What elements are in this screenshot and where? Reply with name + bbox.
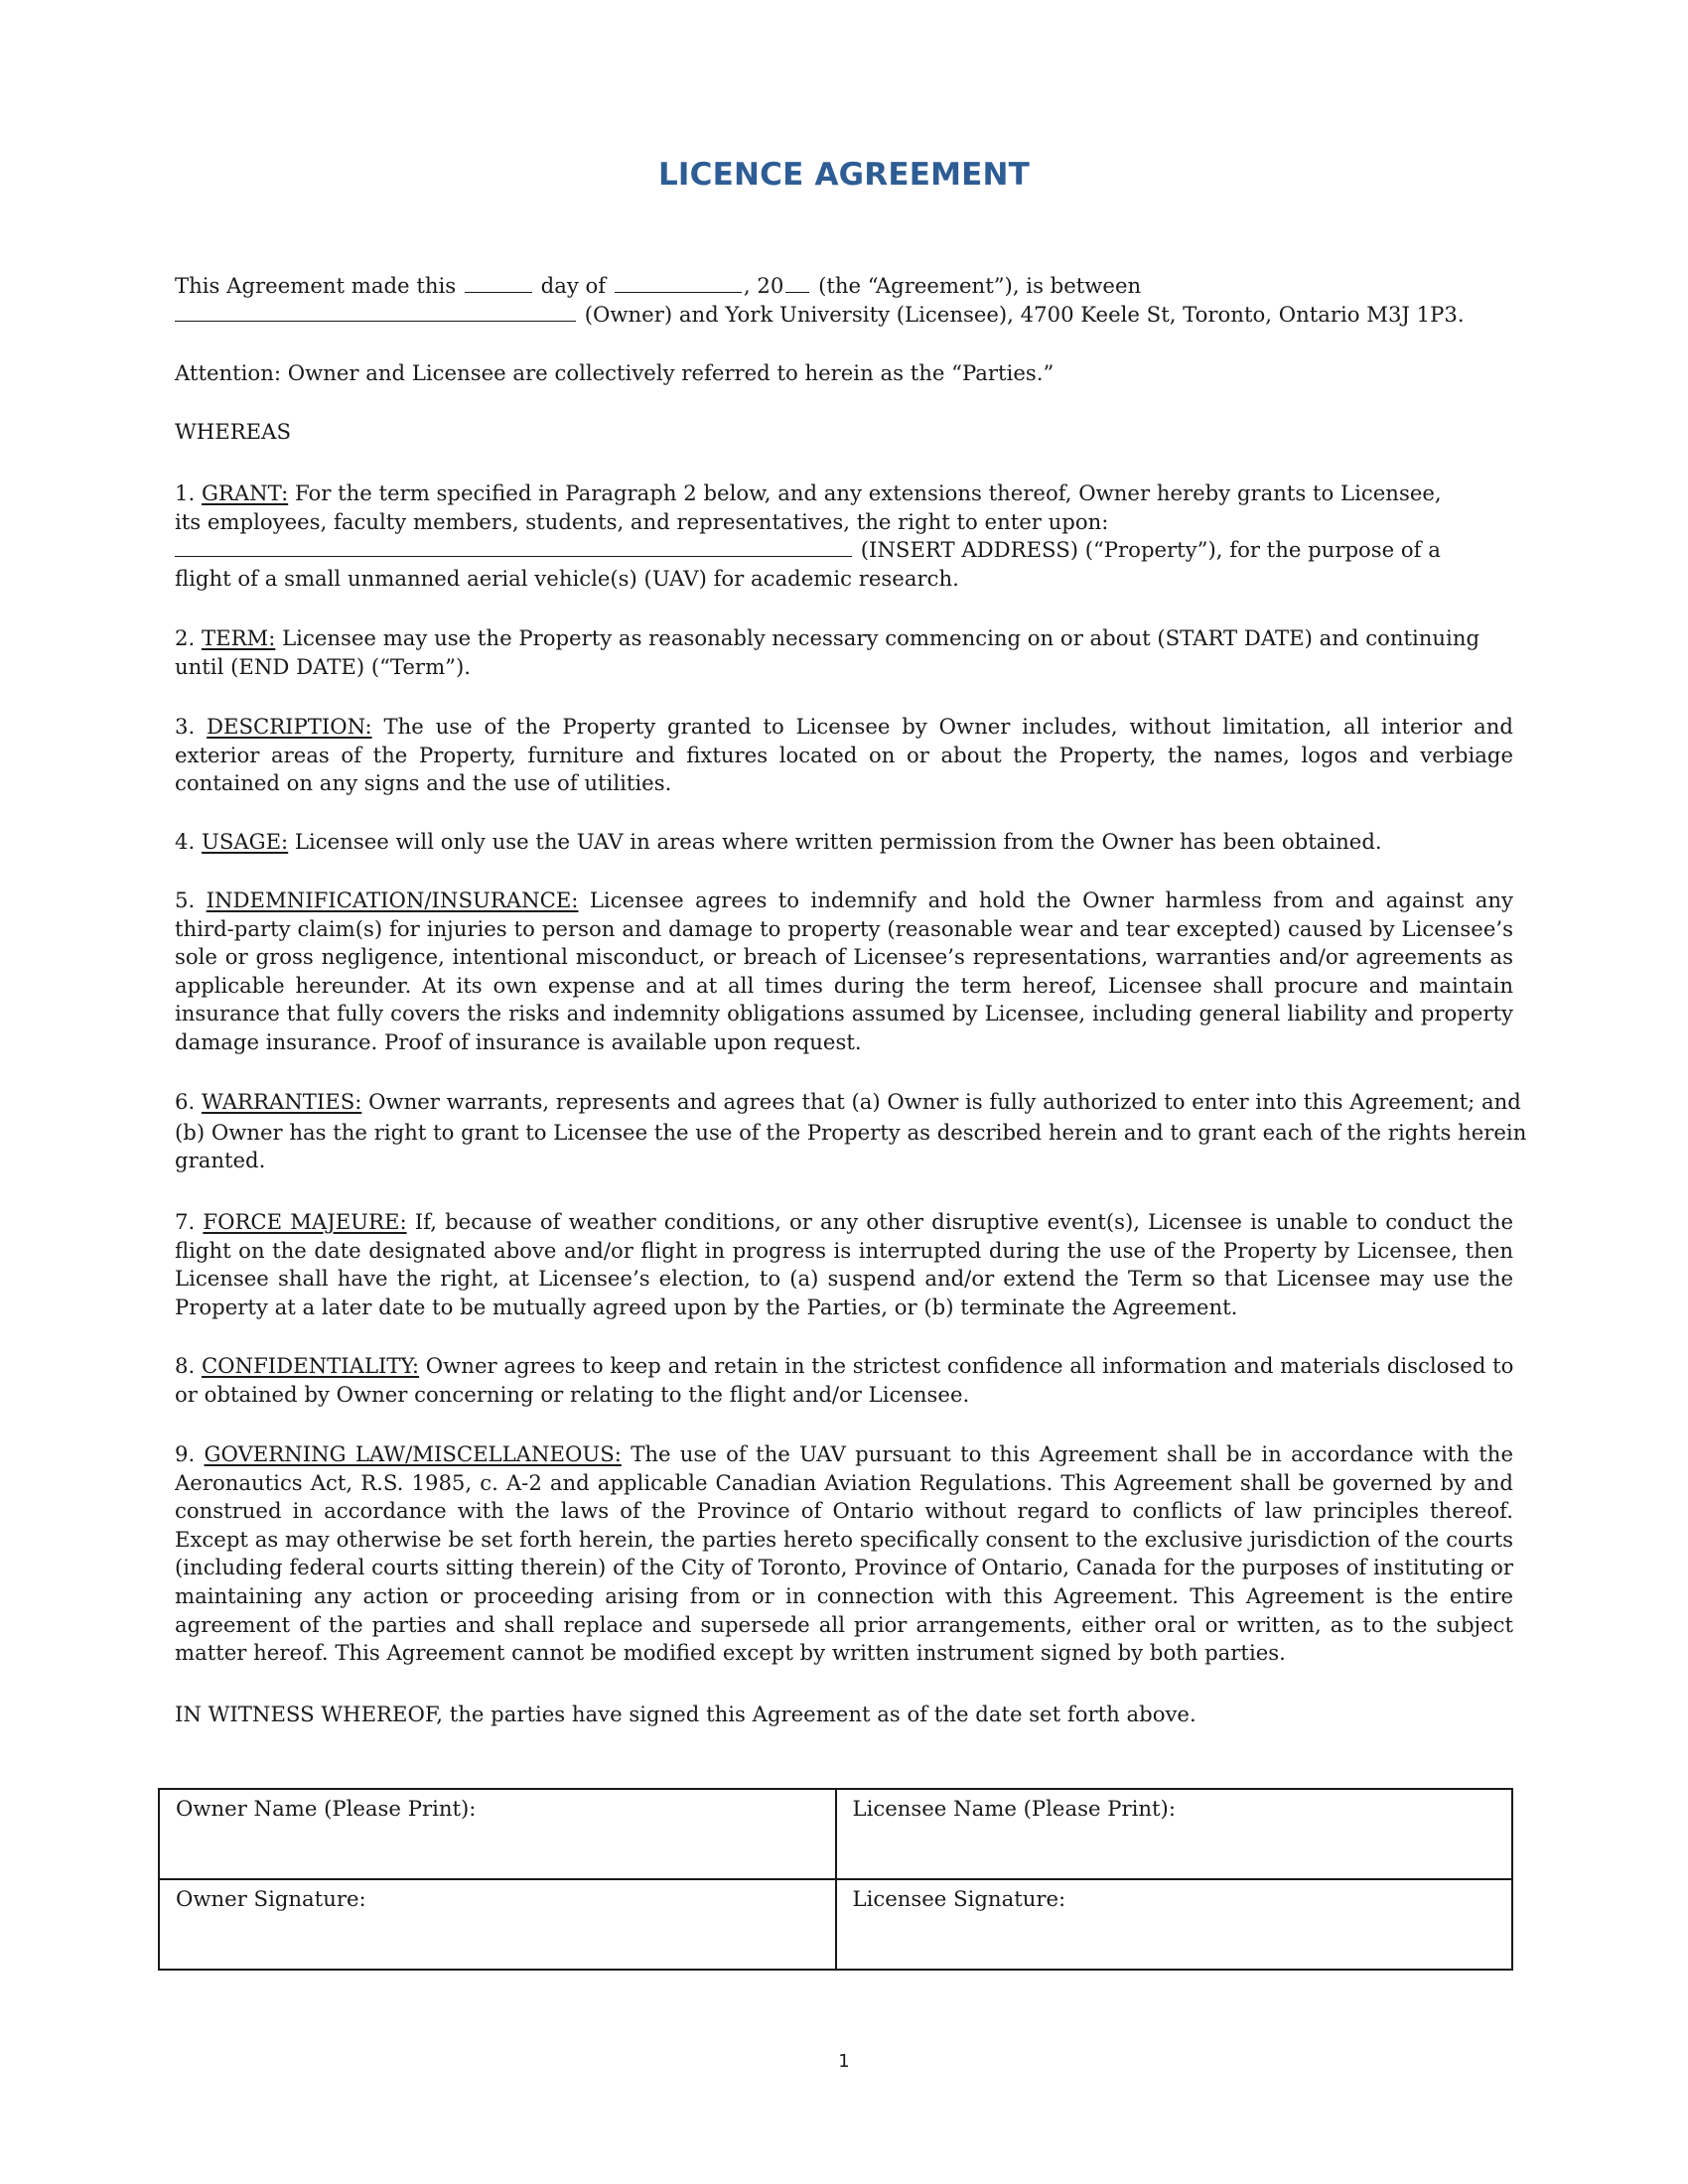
clause-confidentiality: [175, 1352, 1513, 1409]
clause-term: [175, 624, 1513, 681]
licensee-signature-cell[interactable]: [836, 1879, 1513, 1970]
clause-text: The use of the Property granted to Licensee by Owner includes, without limitation, all interior and exterior areas of the Property, furniture and fixtures located on or about the Property, the names, logos and verbiage contained on any signs and the use of utilities.: [175, 714, 1513, 796]
table-row: [159, 1879, 1512, 1970]
table-row: [159, 1789, 1512, 1879]
clause-heading: CONFIDENTIALITY:: [201, 1353, 420, 1378]
clause-text: The use of the UAV pursuant to this Agreement shall be in accordance with the Aeronautics Act, R.S. 1985, c. A-2 and applicable Canadian Aviation Regulations. This Agreement shall be governed by and construed in accordance with the laws of the Province of Ontario without regard to conflicts of law principles thereof. Except as may otherwise be set forth herein, the parties hereto specifically consent to the exclusive jurisdiction of the courts (including federal courts sitting therein) of the City of Toronto, Province of Ontario, Canada for the purposes of instituting or maintaining any action or proceeding arising from or in connection with this Agreement. This Agreement is the entire agreement of the parties and shall replace and supersede all prior arrangements, either oral or written, as to the subject matter hereof. This Agreement cannot be modified except by written instrument signed by both parties.: [175, 1441, 1513, 1666]
owner-signature-cell[interactable]: [159, 1879, 836, 1970]
clause-heading: DESCRIPTION:: [207, 714, 372, 739]
clause-force-majeure: [175, 1208, 1513, 1321]
clause-text-line: flight of a small unmanned aerial vehicle(s) (UAV) for academic research.: [175, 565, 959, 591]
whereas-heading: WHEREAS: [175, 419, 291, 444]
clause-heading: TERM:: [201, 625, 276, 650]
witness-statement: IN WITNESS WHEREOF, the parties have signed this Agreement as of the date set forth above.: [175, 1702, 1196, 1726]
preamble-text-b: day of: [540, 273, 607, 298]
month-blank[interactable]: [615, 272, 742, 293]
clause-number: 1.: [175, 480, 196, 505]
clause-usage: [175, 828, 1513, 857]
clause-governing-law: [175, 1440, 1513, 1668]
preamble-text-d: (the “Agreement”), is between: [818, 273, 1142, 298]
clause-number: 9.: [175, 1441, 196, 1466]
clause-description: [175, 713, 1513, 798]
clause-number: 4.: [175, 829, 196, 854]
clause-text-line: or obtained by Owner concerning or relating to the flight and/or Licensee.: [175, 1381, 970, 1407]
clause-text: Licensee will only use the UAV in areas where written permission from the Owner has been obtained.: [294, 829, 1382, 854]
clause-heading: INDEMNIFICATION/INSURANCE:: [206, 887, 579, 912]
preamble-text-c: , 20: [743, 273, 784, 298]
attention-line: Attention: Owner and Licensee are collectively referred to herein as the “Parties.”: [175, 360, 1055, 385]
owner-name-cell[interactable]: [159, 1789, 836, 1879]
clause-indemnification: [175, 887, 1513, 1057]
owner-signature-label: Owner Signature:: [176, 1886, 366, 1911]
licensee-name-cell[interactable]: [836, 1789, 1513, 1879]
address-blank[interactable]: [175, 536, 852, 557]
clause-heading: USAGE:: [201, 829, 289, 854]
clause-text: If, because of weather conditions, or any other disruptive event(s), Licensee is unable to conduct the flight on the date designated above and/or flight in progress is interrupted during the use of the Property by Licensee, then Licensee shall have the right, at Licensee’s election, to (a) suspend and/or extend the Term so that Licensee may use the Property at a later date to be mutually agreed upon by the Parties, or (b) terminate the Agreement.: [175, 1209, 1513, 1319]
preamble: [175, 272, 1513, 329]
preamble-line-1: [175, 272, 1513, 301]
clause-text-line: Licensee may use the Property as reasonably necessary commencing on or about (START DATE) and continuing: [282, 625, 1480, 650]
licensee-signature-label: Licensee Signature:: [852, 1886, 1066, 1911]
clause-text-line: granted.: [175, 1148, 266, 1173]
clause-heading: WARRANTIES:: [201, 1089, 362, 1114]
clause-text-line: For the term specified in Paragraph 2 below, and any extensions thereof, Owner hereby grants to Licensee,: [294, 480, 1442, 505]
clause-heading: GRANT:: [201, 480, 289, 505]
clause-number: 7.: [175, 1209, 196, 1234]
clause-text: Licensee agrees to indemnify and hold the Owner harmless from and against any third-party claim(s) for injuries to person and damage to property (reasonable wear and tear excepted) caused by Licensee’s sole or gross negligence, intentional misconduct, or breach of Licensee’s representations, warranties and/or agreements as applicable hereunder. At its own expense and at all times during the term hereof, Licensee shall procure and maintain insurance that fully covers the risks and indemnity obligations assumed by Licensee, including general liability and property damage insurance. Proof of insurance is available upon request.: [175, 887, 1513, 1054]
clause-warranties: [175, 1088, 1527, 1175]
clause-text-line: its employees, faculty members, students, and representatives, the right to enter upon:: [175, 508, 1109, 534]
clause-text-line: Owner agrees to keep and retain in the strictest confidence all information and materials disclosed to: [425, 1353, 1514, 1378]
owner-name-label: Owner Name (Please Print):: [176, 1796, 477, 1821]
clause-grant: [175, 479, 1513, 593]
document-title: LICENCE AGREEMENT: [657, 157, 1031, 193]
clause-number: 3.: [175, 714, 196, 739]
page-number: 1: [838, 2051, 850, 2072]
clause-text-line: (INSERT ADDRESS) (“Property”), for the purpose of a: [860, 537, 1441, 563]
clause-text-line: (b) Owner has the right to grant to Licensee the use of the Property as described herein and to grant each of the rights herein: [175, 1119, 1527, 1145]
day-blank[interactable]: [465, 272, 532, 293]
clause-number: 8.: [175, 1353, 196, 1378]
year-blank[interactable]: [785, 272, 809, 293]
signature-table: [158, 1788, 1513, 1971]
preamble-text-a: This Agreement made this: [175, 273, 457, 298]
clause-text-line: Owner warrants, represents and agrees that (a) Owner is fully authorized to enter into this Agreement; and: [368, 1089, 1521, 1114]
clause-number: 5.: [175, 887, 196, 912]
clause-number: 6.: [175, 1089, 196, 1114]
clause-heading: FORCE MAJEURE:: [203, 1209, 407, 1234]
clause-text-line: until (END DATE) (“Term”).: [175, 653, 471, 679]
clause-heading: GOVERNING LAW/MISCELLANEOUS:: [204, 1441, 622, 1466]
licensee-name-label: Licensee Name (Please Print):: [852, 1796, 1176, 1821]
clause-number: 2.: [175, 625, 196, 650]
owner-name-blank[interactable]: [175, 301, 576, 322]
preamble-line-2: [175, 301, 1513, 330]
preamble-text-line2: (Owner) and York University (Licensee), 4700 Keele St, Toronto, Ontario M3J 1P3.: [584, 301, 1465, 327]
